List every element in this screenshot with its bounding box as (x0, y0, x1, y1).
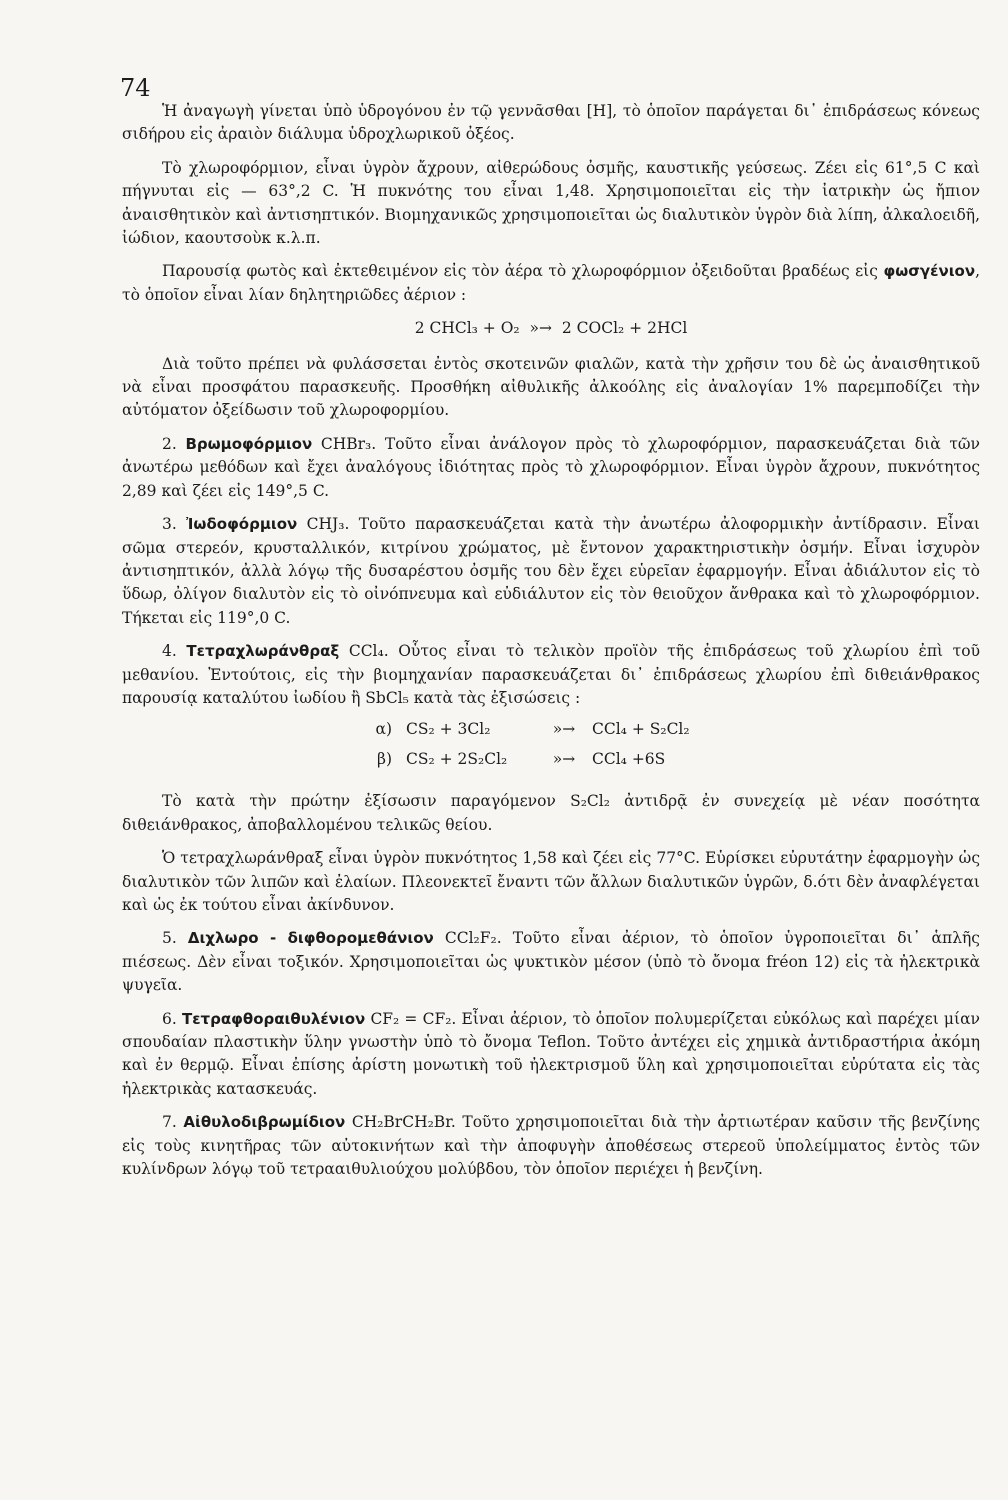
item-iodoform (122, 513, 980, 630)
item-number: 4. (162, 642, 177, 661)
item-formula: CF₂ = CF₂ (370, 1009, 452, 1028)
item-number: 6. (162, 1009, 177, 1028)
item-name: Αἰθυλοδιβρωμίδιον (183, 1113, 346, 1132)
equation-arrow: »→ (552, 720, 576, 739)
equation-lhs: CS₂ + 3Cl₂ (406, 720, 491, 739)
equation-rhs: CCl₄ + S₂Cl₂ (592, 720, 690, 739)
item-freon (122, 927, 980, 997)
paragraph-chloroform-properties: Τὸ χλωροφόρμιον, εἶναι ὑγρὸν ἄχρουν, αἰθερώδους ὀσμῆς, καυστικῆς γεύσεως. Ζέει εἰς 61°,5 C καὶ πήγνυται εἰς — 63°,2 C. Ἡ πυκνότης του εἶναι 1,48. Χρησιμοποιεῖται εἰς τὴν ἰατρικὴν ὡς ἤπιον ἀναισθητικὸν καὶ ἀντισηπτικόν. Βιομηχανικῶς χρησιμοποιεῖται ὡς διαλυτικὸν ὑγρὸν διὰ λίπη, ἀλκαλοειδῆ, ἰώδιον, καουτσοὺκ κ.λ.π. (122, 158, 980, 248)
equation-beta (122, 748, 980, 778)
item-teflon (122, 1008, 980, 1102)
paragraph-s2cl2: Τὸ κατὰ τὴν πρώτην ἐξίσωσιν παραγόμενον S₂Cl₂ ἀντιδρᾷ ἐν συνεχείᾳ μὲ νέαν ποσότητα διθειάνθρακος, ἀποβαλλομένου τελικῶς θείου. (122, 792, 980, 834)
item-name: Τετραχλωράνθραξ (186, 642, 340, 661)
equation-alpha (122, 718, 980, 748)
paragraph-ccl4-properties: Ὁ τετραχλωράνθραξ εἶναι ὑγρὸν πυκνότητος 1,58 καὶ ζέει εἰς 77°C. Εὑρίσκει εὐρυτάτην ἐφαρμογὴν ὡς διαλυτικὸν τῶν λιπῶν καὶ ἐλαίων. Πλεονεκτεῖ ἔναντι τῶν ἄλλων διαλυτικῶν ὑγρῶν, δ.ότι δὲν ἀναφλέγεται καὶ ὡς ἐκ τούτου εἶναι ἀκίνδυνον. (122, 849, 980, 914)
item-text: . Τοῦτο χρησιμοποιεῖται διὰ τὴν ἀρτιωτέραν καῦσιν τῆς βενζίνης εἰς τοὺς κινητῆρας τῶν αὐτοκινήτων καὶ τὴν ἀποφυγὴν ἀποθέσεως στερεοῦ ὑπολείμματος ἐντὸς τῶν κυλίνδρων λόγῳ τοῦ τετρααιθυλιούχου μολύβδου, τὸν ὁποῖον περιέχει ἡ βενζίνη. (122, 1113, 981, 1179)
equation-lhs: CS₂ + 2S₂Cl₂ (406, 750, 508, 769)
equation-list (122, 718, 980, 778)
item-formula: CHBr₃ (320, 434, 372, 453)
page-number: 74 (120, 74, 151, 102)
item-number: 5. (162, 929, 177, 948)
equation-arrow: »→ (552, 750, 576, 769)
item-bromoform (122, 433, 980, 503)
paragraph-reduction: Ἡ ἀναγωγὴ γίνεται ὑπὸ ὑδρογόνου ἐν τῷ γεννᾶσθαι [Η], τὸ ὁποῖον παράγεται δι᾽ ἐπιδράσεως κόνεως σιδήρου εἰς ἀραιὸν διάλυμα ὑδροχλωρικοῦ ὀξέος. (122, 102, 980, 144)
item-number: 3. (162, 515, 177, 534)
phosgene-intro-text: Παρουσίᾳ φωτὸς καὶ ἐκτεθειμένον εἰς τὸν ἀέρα τὸ χλωροφόρμιον ὀξειδοῦται βραδέως εἰς (162, 262, 878, 281)
item-ethylene-dibromide (122, 1111, 980, 1181)
phosgene-intro-tail: , τὸ ὁποῖον εἶναι λίαν δηλητηριῶδες ἀέριον : (122, 262, 981, 304)
equation-rhs: 2 COCl₂ + 2HCl (561, 319, 688, 338)
item-name: Βρωμοφόρμιον (185, 434, 313, 453)
paragraph-phosgene-intro (122, 260, 980, 307)
item-text: . Τοῦτο εἶναι ἀέριον, τὸ ὁποῖον ὑγροποιεῖται δι᾽ ἁπλῆς πιέσεως. Δὲν εἶναι τοξικόν. Χρησιμοποιεῖται ὡς ψυκτικὸν μέσον (ὑπὸ τὸ ὄνομα fréon 12) εἰς τὰ ἠλεκτρικὰ ψυγεῖα. (122, 929, 980, 995)
item-name: Τετραφθοραιθυλένιον (181, 1009, 366, 1028)
equation-label: β) (376, 750, 392, 769)
item-formula: CCl₄ (348, 642, 384, 661)
equation-arrow: »→ (529, 319, 552, 338)
page-body (122, 100, 980, 1191)
item-carbon-tetrachloride (122, 640, 980, 710)
item-formula: CH₂BrCH₂Br (351, 1113, 451, 1132)
item-name: Ἰωδοφόρμιον (186, 515, 298, 534)
equation-rhs: CCl₄ +6S (592, 750, 666, 769)
item-formula: CHJ₃ (306, 515, 345, 534)
item-number: 2. (162, 434, 177, 453)
item-formula: CCl₂F₂ (444, 929, 497, 948)
equation-label: α) (375, 720, 392, 739)
equation-phosgene (122, 317, 980, 340)
item-name: Διχλωρο - διφθορομεθάνιον (187, 929, 434, 948)
item-text: . Οὗτος εἶναι τὸ τελικὸν προϊὸν τῆς ἐπιδράσεως τοῦ χλωρίου ἐπὶ τοῦ μεθανίου. Ἐντούτοις, εἰς τὴν βιομηχανίαν παρασκευάζεται δι᾽ ἐπιδράσεως χλωρίου ἐπὶ διθειάνθρακος παρουσίᾳ καταλύτου ἰωδίου ἢ SbCl₅ κατὰ τὰς ἐξισώσεις : (122, 642, 980, 707)
item-number: 7. (162, 1113, 177, 1132)
equation-lhs: 2 CHCl₃ + O₂ (414, 319, 520, 338)
phosgene-term: φωσγένιον (883, 262, 976, 281)
item-text: . Εἶναι ἀέριον, τὸ ὁποῖον πολυμερίζεται εὐκόλως καὶ παρέχει μίαν σπουδαίαν πλαστικὴν ὕλην γνωστὴν ὑπὸ τὸ ὄνομα Teflon. Τοῦτο ἀντέχει εἰς χημικὰ ἀντιδραστήρια ἀκόμη καὶ ἐν θερμῷ. Εἶναι ἐπίσης ἀρίστη μονωτικὴ τοῦ ἠλεκτρισμοῦ ὕλη καὶ χρησιμοποιεῖται εὐρύτατα εἰς τὰς ἠλεκτρικὰς κατασκευάς. (122, 1009, 980, 1098)
item-text: . Τοῦτο εἶναι ἀνάλογον πρὸς τὸ χλωροφόρμιον, παρασκευάζεται διὰ τῶν ἀνωτέρω μεθόδων καὶ ἔχει ἀναλόγους ἰδιότητας πρὸς τὸ χλωροφόρμιον. Εἶναι ὑγρὸν ἄχρουν, πυκνότητος 2,89 καὶ ζέει εἰς 149°,5 C. (122, 434, 980, 500)
item-text: . Τοῦτο παρασκευάζεται κατὰ τὴν ἀνωτέρω ἀλοφορμικὴν ἀντίδρασιν. Εἶναι σῶμα στερεόν, κρυσταλλικόν, κιτρίνου χρώματος, μὲ ἔντονον χαρακτηριστικὴν ὀσμήν. Εἶναι ἰσχυρὸν ἀντισηπτικόν, ἀλλὰ λόγῳ τῆς δυσαρέστου ὀσμῆς του δὲν ἔχει εὑρεῖαν ἐφαρμογήν. Εἶναι ἀδιάλυτον εἰς τὸ ὕδωρ, ὀλίγον διαλυτὸν εἰς τὸ οἰνόπνευμα καὶ εὐδιάλυτον εἰς τὸν θειοῦχον ἄνθρακα καὶ τὸ χλωροφόρμιον. Τήκεται εἰς 119°,0 C. (122, 515, 980, 627)
paragraph-storage: Διὰ τοῦτο πρέπει νὰ φυλάσσεται ἐντὸς σκοτεινῶν φιαλῶν, κατὰ τὴν χρῆσιν του δὲ ὡς ἀναισθητικοῦ νὰ εἶναι προσφάτου παρασκευῆς. Προσθήκη αἰθυλικῆς ἀλκοόλης εἰς ἀναλογίαν 1% παρεμποδίζει τὴν αὐτόματον ὀξείδωσιν τοῦ χλωροφορμίου. (122, 354, 980, 420)
